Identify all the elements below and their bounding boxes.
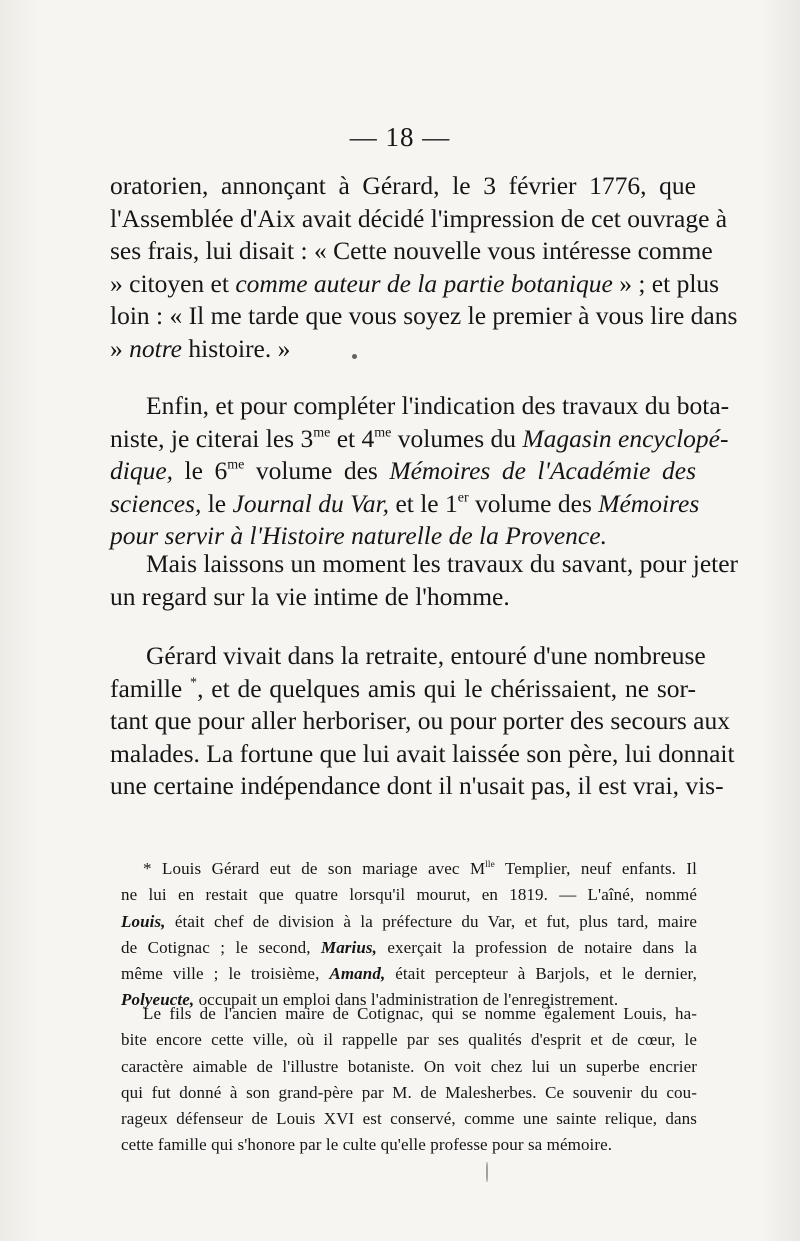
text-run: exerçait la profession de notaire dans la: [376, 937, 697, 957]
text-line: Enfin, et pour compléter l'indication des travaux du bota-: [146, 391, 730, 420]
text-line: Gérard vivait dans la retraite, entouré d'une nombreuse: [146, 641, 706, 670]
paragraph-2: [110, 390, 730, 553]
text-run: » citoyen et: [110, 268, 229, 298]
text-line: [110, 268, 720, 301]
text-line: [110, 455, 696, 488]
text-run: occupait un emploi dans l'administration de l'enregistrement.: [194, 990, 619, 1010]
superscript: me: [227, 457, 245, 473]
text-line: l'Assemblée d'Aix avait décidé l'impression de cet ouvrage à: [110, 203, 728, 233]
footnote-line: [121, 856, 697, 882]
italic-text: Journal du Var,: [232, 488, 390, 518]
text-run: histoire. »: [182, 333, 291, 363]
italic-text: sciences,: [110, 488, 202, 518]
italic-text: Louis,: [121, 911, 166, 931]
text-line: tant que pour aller herboriser, ou pour porter des secours aux: [110, 706, 730, 735]
italic-text: Amand,: [329, 964, 386, 984]
text-run: volume des: [468, 488, 599, 518]
text-line: ses frais, lui disait : « Cette nouvelle vous intéresse comme: [110, 236, 713, 265]
text-line: loin : « Il me tarde que vous soyez le premier à vous lire dans: [110, 301, 738, 330]
text-line: une certaine indépendance dont il n'usait pas, il est vrai, vis-: [110, 771, 724, 800]
text-run: famille: [110, 673, 191, 703]
text-run: était chef de division à la préfecture du Var, et fut, plus tard, maire: [165, 911, 697, 931]
text-run: »: [110, 333, 130, 363]
text-line: [110, 488, 700, 521]
text-run: * Louis Gérard eut de son mariage avec M: [143, 859, 486, 878]
superscript: er: [457, 489, 469, 505]
text-run: de Cotignac ; le second,: [121, 937, 321, 957]
text-run: et le 1: [389, 488, 458, 518]
text-run: Templier, neuf enfants. Il: [494, 859, 697, 878]
text-line: un regard sur la vie intime de l'homme.: [110, 581, 510, 611]
footnote-marker: *: [190, 674, 198, 690]
footnote-line: qui fut donné à son grand-père par M. de Malesherbes. Ce souvenir du cou-: [121, 1082, 697, 1102]
footnote-line: [121, 935, 697, 961]
ink-speck: [352, 354, 357, 359]
text-run: et 4: [330, 423, 375, 453]
text-line: [110, 673, 696, 706]
italic-text: Mémoires: [598, 488, 700, 518]
footnote-line: caractère aimable de l'illustre botaniste. On voit chez lui un superbe encrier: [121, 1056, 697, 1076]
footnote-line: [121, 961, 697, 987]
text-run: niste, je citerai les 3: [110, 423, 314, 453]
footnote-2: [121, 1001, 697, 1159]
text-run: » ; et plus: [612, 268, 720, 298]
superscript: lle: [485, 860, 495, 870]
italic-text: Mémoires de l'Académie des: [389, 456, 696, 485]
italic-text: Marius,: [320, 937, 377, 957]
footnote-line: cette famille qui s'honore par le culte qu'elle professe pour sa mémoire.: [121, 1135, 613, 1155]
text-line: [110, 333, 696, 366]
italic-text: Magasin encyclopé-: [522, 423, 729, 453]
page-number: — 18 —: [349, 122, 451, 152]
superscript: me: [313, 424, 331, 440]
footnote-1: [121, 856, 697, 1014]
footnote-line: rageux défenseur de Louis XVI est conservé, comme une sainte relique, dans: [121, 1109, 697, 1129]
text-run: le 6: [173, 456, 228, 485]
paragraph-1: [110, 170, 738, 365]
text-run: le: [201, 488, 233, 518]
footnote-line: ne lui en restait que quatre lorsqu'il mourut, en 1819. — L'aîné, nommé: [121, 885, 697, 905]
text-line: pour servir à l'Histoire naturelle de la Provence.: [110, 521, 607, 550]
text-line: [110, 423, 729, 456]
text-run: volume des: [244, 456, 390, 485]
italic-text: comme auteur de la partie botanique: [235, 268, 613, 298]
text-run: même ville ; le troisième,: [121, 964, 330, 984]
text-run: volumes du: [391, 423, 523, 453]
text-line: oratorien, annonçant à Gérard, le 3 février 1776, que: [110, 171, 696, 200]
text-run: , et de quelques amis qui le chérissaient, ne sor-: [197, 673, 696, 703]
text-line: malades. La fortune que lui avait laissée son père, lui donnait: [110, 738, 735, 768]
paragraph-4: [110, 640, 735, 803]
italic-text: Polyeucte,: [121, 990, 195, 1010]
text-run: était percepteur à Barjols, et le dernier,: [385, 964, 697, 984]
paragraph-3: [110, 548, 739, 613]
italic-text: dique,: [110, 456, 174, 485]
footnote-line: bite encore cette ville, où il rappelle par ses qualités d'esprit et de cœur, le: [121, 1030, 697, 1050]
text-line: Mais laissons un moment les travaux du savant, pour jeter: [146, 549, 739, 578]
italic-text: notre: [129, 333, 183, 363]
footnote-line: Le fils de l'ancien maire de Cotignac, qui se nomme également Louis, ha-: [143, 1004, 697, 1023]
superscript: me: [374, 424, 392, 440]
footnote-line: [121, 909, 697, 935]
ink-speck: [486, 1162, 488, 1182]
